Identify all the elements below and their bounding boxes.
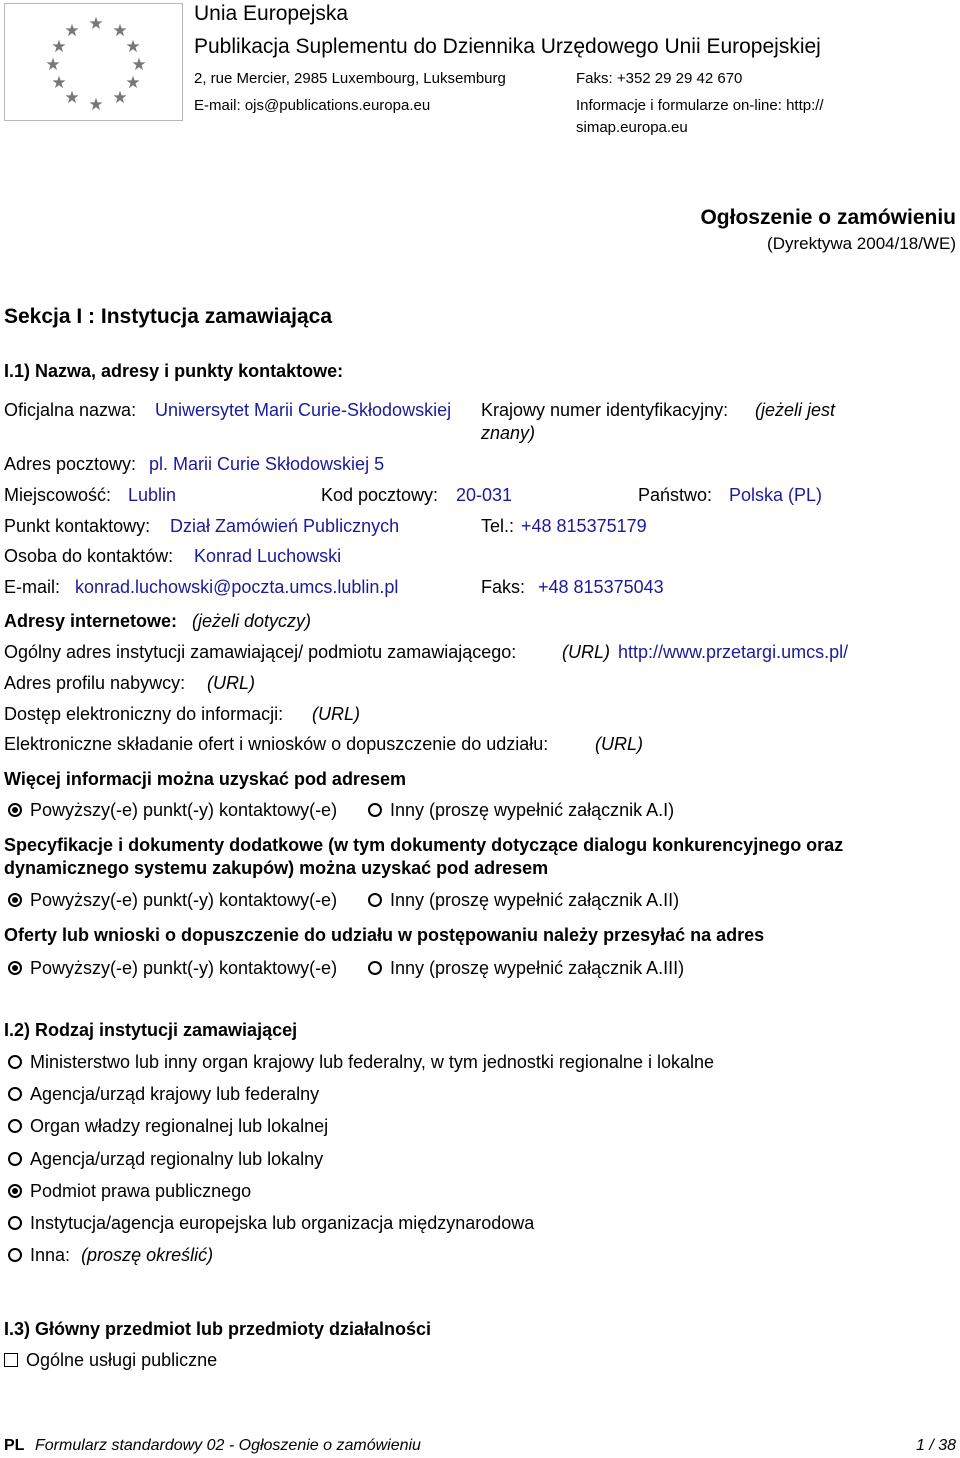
- activity-option-public-services[interactable]: Ogólne usługi publiczne: [4, 1349, 217, 1371]
- contact-heading: I.1) Nazwa, adresy i punkty kontaktowe:: [4, 361, 344, 381]
- header-info-line1: Informacje i formularze on-line: http://: [576, 97, 824, 114]
- contact-point-label: Punkt kontaktowy:: [4, 516, 151, 536]
- tel: +48 815375179: [521, 516, 647, 536]
- type-option-regional-authority[interactable]: Organ władzy regionalnej lub lokalnej: [8, 1115, 328, 1137]
- country-label: Państwo:: [638, 485, 713, 505]
- buyer-profile-tag: (URL): [207, 673, 255, 693]
- national-id-note: (jeżeli jest: [755, 400, 836, 420]
- internet-label: Adresy internetowe:: [4, 611, 178, 631]
- postcode: 20-031: [456, 485, 513, 505]
- national-id-note-2: znany): [481, 423, 536, 443]
- header-info-line2: simap.europa.eu: [576, 119, 688, 136]
- postal-label: Adres pocztowy:: [4, 454, 137, 474]
- star-icon: ★: [51, 73, 67, 92]
- section-13-heading: I.3) Główny przedmiot lub przedmioty działalności: [4, 1319, 432, 1339]
- radio-selected-icon: [8, 1184, 22, 1198]
- radio-empty-icon: [368, 961, 382, 975]
- radio-empty-icon: [8, 1055, 22, 1069]
- national-id-label: Krajowy numer identyfikacyjny:: [481, 400, 729, 420]
- checkbox-icon: [4, 1353, 18, 1367]
- tel-label: Tel.:: [481, 516, 515, 536]
- type-option-public-law-body[interactable]: Podmiot prawa publicznego: [8, 1180, 251, 1202]
- type-option-national-agency[interactable]: Agencja/urząd krajowy lub federalny: [8, 1083, 319, 1105]
- type-other-note: (proszę określić): [81, 1245, 214, 1265]
- official-name: Uniwersytet Marii Curie-Skłodowskiej: [155, 400, 452, 420]
- star-icon: ★: [45, 55, 61, 74]
- email-label: E-mail:: [4, 577, 61, 597]
- person: Konrad Luchowski: [194, 546, 342, 566]
- footer-page-number: 1 / 38: [915, 1437, 956, 1454]
- eu-flag-logo: [4, 3, 183, 121]
- specs-heading: Specyfikacje i dokumenty dodatkowe (w tym dokumenty dotyczące dialogu konkurencyjnego oraz: [4, 835, 844, 855]
- radio-selected-icon: [8, 961, 22, 975]
- header-email: E-mail: ojs@publications.europa.eu: [194, 97, 431, 114]
- electronic-submission-tag: (URL): [595, 734, 643, 754]
- more-info-heading: Więcej informacji można uzyskać pod adresem: [4, 769, 406, 789]
- header-publication: Publikacja Suplementu do Dziennika Urzędowego Unii Europejskiej: [194, 35, 821, 58]
- header-org: Unia Europejska: [194, 2, 349, 25]
- radio-empty-icon: [8, 1216, 22, 1230]
- fax-label: Faks:: [481, 577, 526, 597]
- town-label: Miejscowość:: [4, 485, 112, 505]
- email-link[interactable]: konrad.luchowski@poczta.umcs.lublin.pl: [75, 577, 399, 597]
- type-option-ministry[interactable]: Ministerstwo lub inny organ krajowy lub federalny, w tym jednostki regionalne i lokalne: [8, 1051, 714, 1073]
- general-url-link[interactable]: http://www.przetargi.umcs.pl/: [618, 642, 849, 662]
- header-fax: Faks: +352 29 29 42 670: [576, 70, 743, 87]
- more-info-option-other[interactable]: Inny (proszę wypełnić załącznik A.I): [368, 799, 674, 821]
- internet-note: (jeżeli dotyczy): [192, 611, 312, 631]
- type-option-eu-institution[interactable]: Instytucja/agencja europejska lub organizacja międzynarodowa: [8, 1212, 534, 1234]
- notice-title: Ogłoszenie o zamówieniu: [700, 206, 956, 229]
- radio-empty-icon: [8, 1152, 22, 1166]
- official-name-label: Oficjalna nazwa:: [4, 400, 137, 420]
- offers-heading: Oferty lub wnioski o dopuszczenie do udziału w postępowaniu należy przesyłać na adres: [4, 925, 765, 945]
- buyer-profile-label: Adres profilu nabywcy:: [4, 673, 186, 693]
- star-icon: ★: [51, 37, 67, 56]
- star-icon: ★: [112, 88, 128, 107]
- star-icon: ★: [112, 21, 128, 40]
- person-label: Osoba do kontaktów:: [4, 546, 174, 566]
- radio-empty-icon: [8, 1119, 22, 1133]
- star-icon: ★: [64, 21, 80, 40]
- radio-empty-icon: [368, 893, 382, 907]
- section-heading: Sekcja I : Instytucja zamawiająca: [4, 305, 333, 328]
- general-url-label: Ogólny adres instytucji zamawiającej/ podmiotu zamawiającego:: [4, 642, 517, 662]
- type-option-other[interactable]: Inna: (proszę określić): [8, 1244, 213, 1266]
- footer-lang: PL: [4, 1437, 25, 1454]
- radio-empty-icon: [368, 803, 382, 817]
- star-icon: ★: [88, 95, 104, 114]
- radio-empty-icon: [8, 1087, 22, 1101]
- type-option-regional-agency[interactable]: Agencja/urząd regionalny lub lokalny: [8, 1148, 323, 1170]
- footer-form-title: Formularz standardowy 02 - Ogłoszenie o zamówieniu: [35, 1437, 421, 1454]
- offers-option-other[interactable]: Inny (proszę wypełnić załącznik A.III): [368, 957, 684, 979]
- specs-option-above[interactable]: Powyższy(-e) punkt(-y) kontaktowy(-e): [8, 889, 337, 911]
- star-icon: ★: [131, 55, 147, 74]
- specs-option-other[interactable]: Inny (proszę wypełnić załącznik A.II): [368, 889, 679, 911]
- radio-empty-icon: [8, 1248, 22, 1262]
- electronic-submission-label: Elektroniczne składanie ofert i wniosków o dopuszczenie do udziału:: [4, 734, 549, 754]
- star-icon: ★: [125, 37, 141, 56]
- town: Lublin: [128, 485, 177, 505]
- electronic-access-tag: (URL): [312, 704, 360, 724]
- country: Polska (PL): [729, 485, 823, 505]
- star-icon: ★: [64, 88, 80, 107]
- header-address: 2, rue Mercier, 2985 Luxembourg, Luksemburg: [194, 70, 506, 87]
- radio-selected-icon: [8, 803, 22, 817]
- notice-directive: (Dyrektywa 2004/18/WE): [767, 234, 956, 253]
- general-url-tag: (URL): [562, 642, 610, 662]
- radio-selected-icon: [8, 893, 22, 907]
- star-icon: ★: [88, 14, 104, 33]
- offers-option-above[interactable]: Powyższy(-e) punkt(-y) kontaktowy(-e): [8, 957, 337, 979]
- specs-heading-2: dynamicznego systemu zakupów) można uzyskać pod adresem: [4, 858, 549, 878]
- section-12-heading: I.2) Rodzaj instytucji zamawiającej: [4, 1020, 298, 1040]
- more-info-option-above[interactable]: Powyższy(-e) punkt(-y) kontaktowy(-e): [8, 799, 337, 821]
- contact-point: Dział Zamówień Publicznych: [170, 516, 400, 536]
- postal-address: pl. Marii Curie Skłodowskiej 5: [149, 454, 385, 474]
- fax: +48 815375043: [538, 577, 664, 597]
- electronic-access-label: Dostęp elektroniczny do informacji:: [4, 704, 284, 724]
- star-icon: ★: [125, 73, 141, 92]
- postcode-label: Kod pocztowy:: [321, 485, 439, 505]
